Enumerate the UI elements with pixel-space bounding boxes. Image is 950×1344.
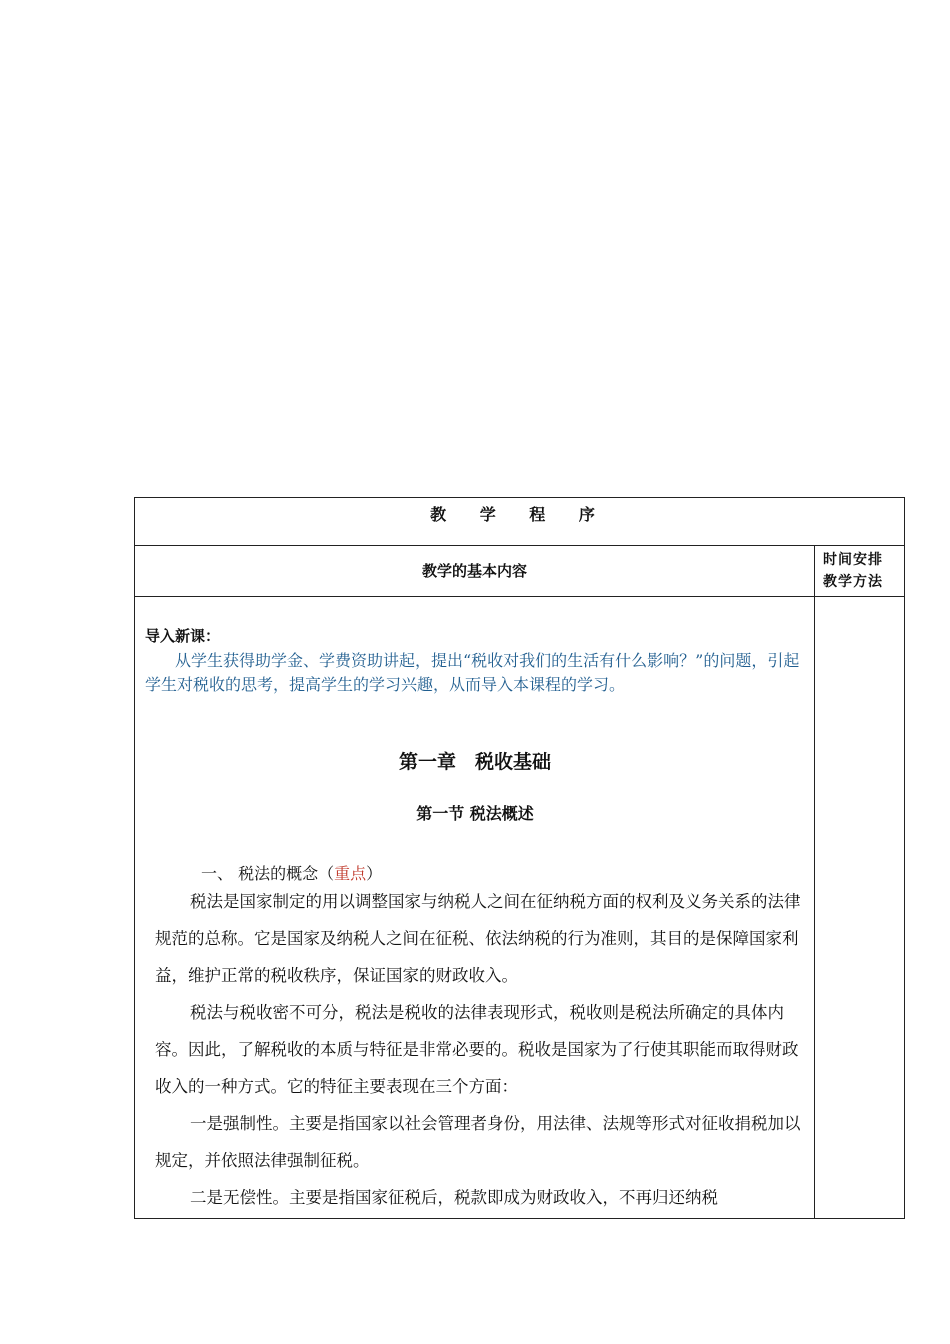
content-header: 教学的基本内容 [135,546,815,596]
content-cell [135,597,815,1218]
table-title-row [135,498,904,546]
teaching-procedure-table [134,497,905,1219]
table-header-row [135,546,904,597]
heading-suffix: ） [366,864,383,883]
heading-emphasis: 重点 [334,864,367,883]
side-header-line1: 时间安排 [823,552,883,568]
heading-prefix: 一、 税法的概念（ [201,864,335,883]
paragraph: 税法与税收密不可分，税法是税收的法律表现形式，税收则是税法所确定的具体内容。因此，了解税收的本质与特征是非常必要的。税收是国家为了行使其职能而取得财政收入的一种方式。它的特征主要表现在三个方面： [155,1003,799,1096]
side-header-line2: 教学方法 [823,574,883,590]
time-method-cell [815,597,904,1218]
paragraph: 税法是国家制定的用以调整国家与纳税人之间在征纳税方面的权利及义务关系的法律规范的总称。它是国家及纳税人之间在征税、依法纳税的行为准则，其目的是保障国家利益，维护正常的税收秩序，保证国家的财政收入。 [155,892,801,985]
table-title: 教 学 程 序 [430,505,609,524]
side-header [823,549,903,593]
section-title: 第一节 税法概述 [416,804,534,823]
paragraph: 一是强制性。主要是指国家以社会管理者身份，用法律、法规等形式对征收捐税加以规定，并依照法律强制征税。 [155,1114,801,1170]
table-body-row [135,597,904,1218]
intro-label: 导入新课： [145,627,221,645]
heading-tax-law-concept [201,861,382,884]
body-text [155,883,807,1216]
intro-text: 从学生获得助学金、学费资助讲起，提出“税收对我们的生活有什么影响？”的问题，引起学生对税收的思考，提高学生的学习兴趣，从而导入本课程的学习。 [145,651,800,694]
paragraph: 二是无偿性。主要是指国家征税后，税款即成为财政收入，不再归还纳税 [190,1188,718,1207]
chapter-title: 第一章 税收基础 [398,751,551,773]
